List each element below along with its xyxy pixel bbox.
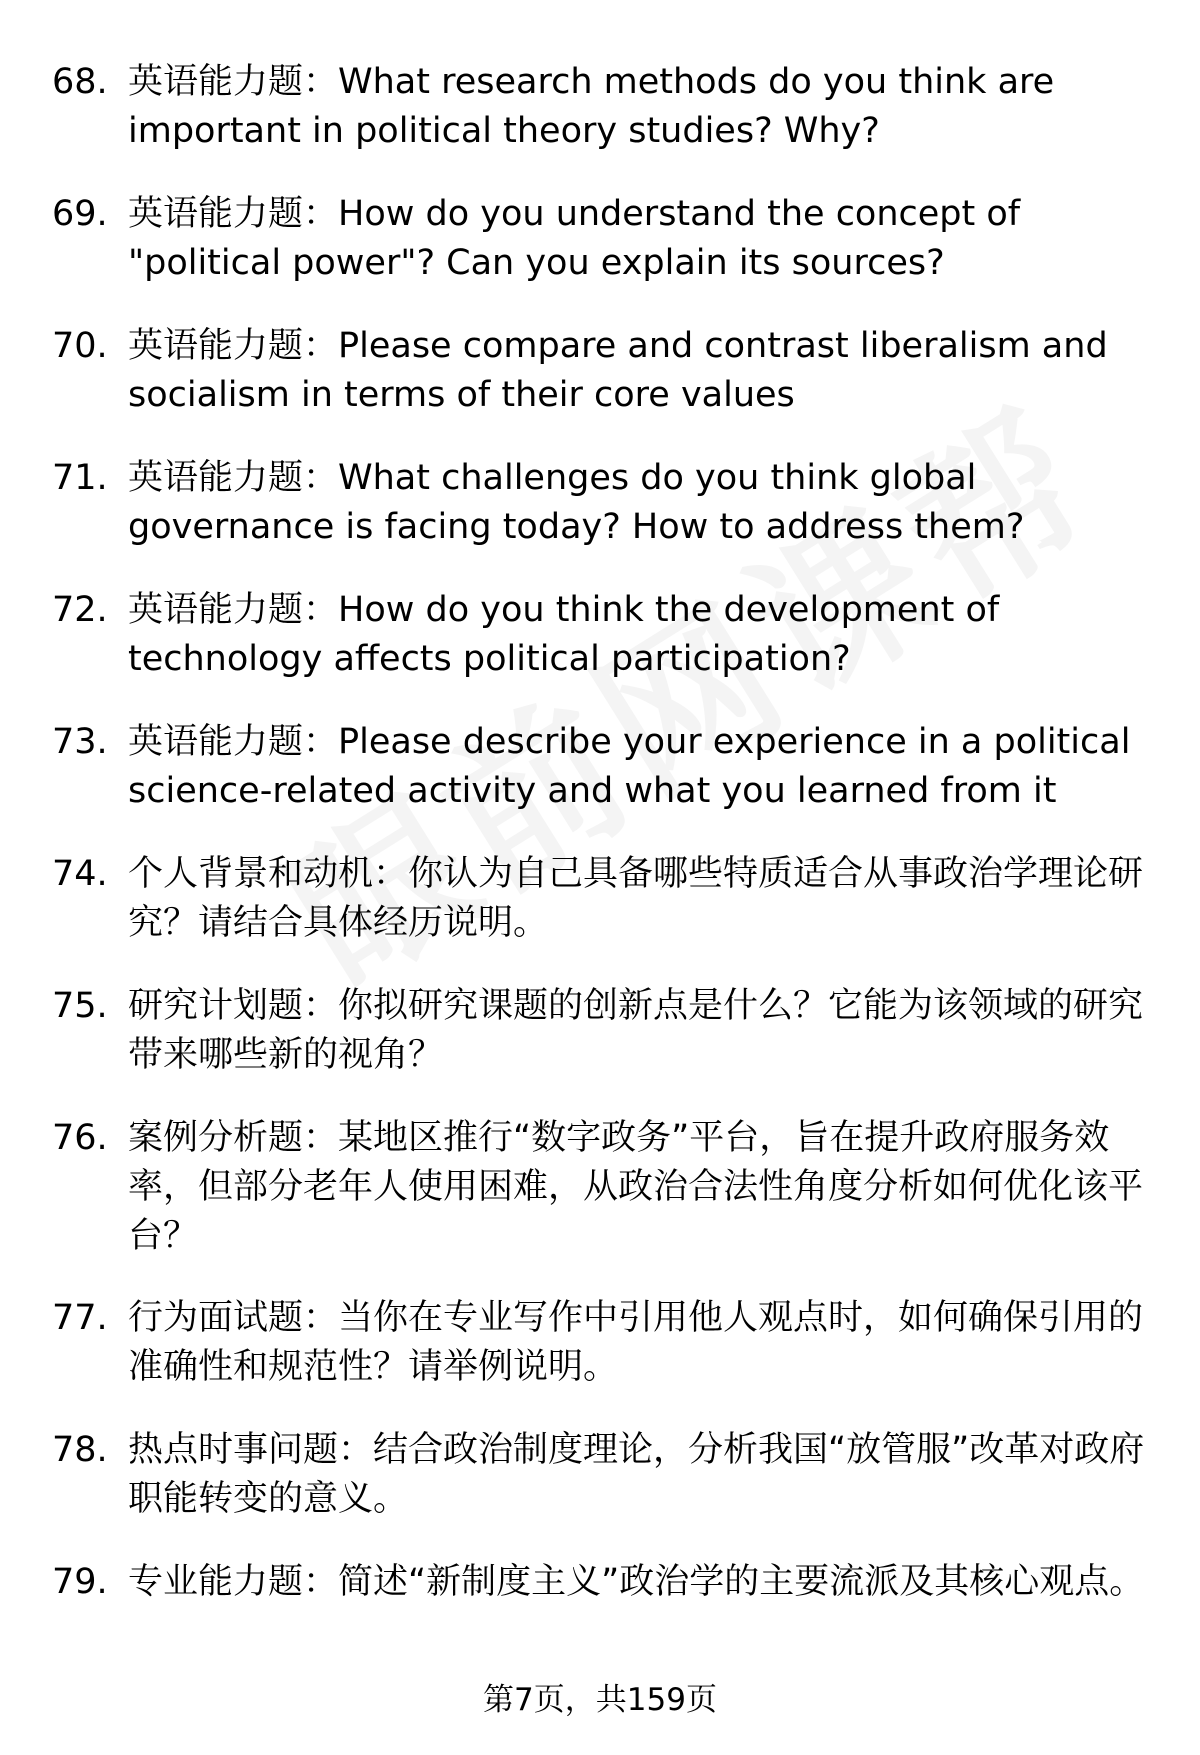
question-text bbox=[128, 718, 1148, 816]
question-number: 71. bbox=[52, 458, 108, 498]
question-category: 英语能力题： bbox=[128, 458, 339, 498]
question-category: 专业能力题： bbox=[128, 1562, 339, 1602]
question-number: 73. bbox=[52, 722, 108, 762]
question-body: 你认为自己具备哪些特质适合从事政治学理论研究？请结合具体经历说明。 bbox=[128, 854, 1144, 943]
question-category: 研究计划题： bbox=[128, 986, 339, 1026]
question-number: 70. bbox=[52, 326, 108, 366]
question-body: Please describe your experience in a political science-related activity and what you learned from it bbox=[128, 722, 1131, 811]
question-category: 英语能力题： bbox=[128, 194, 339, 234]
question-text bbox=[128, 1558, 1148, 1607]
question-number: 74. bbox=[52, 854, 108, 894]
question-text bbox=[128, 1426, 1148, 1524]
question-category: 英语能力题： bbox=[128, 326, 339, 366]
question-text bbox=[128, 982, 1148, 1080]
question-number: 75. bbox=[52, 986, 108, 1026]
page-footer: 第7页，共159页 bbox=[483, 1682, 717, 1718]
question-category: 英语能力题： bbox=[128, 62, 339, 102]
question-number: 78. bbox=[52, 1430, 108, 1470]
question-category: 行为面试题： bbox=[128, 1298, 339, 1338]
question-body: 你拟研究课题的创新点是什么？它能为该领域的研究带来哪些新的视角？ bbox=[128, 986, 1144, 1075]
question-body: Please compare and contrast liberalism and socialism in terms of their core values bbox=[128, 326, 1108, 415]
question-text bbox=[128, 1114, 1148, 1261]
question-body: What challenges do you think global governance is facing today? How to address them? bbox=[128, 458, 1025, 547]
question-body: 某地区推行“数字政务”平台，旨在提升政府服务效率，但部分老年人使用困难，从政治合法性角度分析如何优化该平台？ bbox=[128, 1118, 1144, 1256]
question-body: 结合政治制度理论，分析我国“放管服”改革对政府职能转变的意义。 bbox=[128, 1430, 1145, 1519]
question-category: 热点时事问题： bbox=[128, 1430, 374, 1470]
question-body: How do you understand the concept of "political power"? Can you explain its sources? bbox=[128, 194, 1021, 283]
question-number: 77. bbox=[52, 1298, 108, 1338]
question-category: 英语能力题： bbox=[128, 590, 339, 630]
question-number: 79. bbox=[52, 1562, 108, 1602]
question-text bbox=[128, 1294, 1148, 1392]
question-number: 69. bbox=[52, 194, 108, 234]
question-text bbox=[128, 58, 1148, 156]
question-number: 76. bbox=[52, 1118, 108, 1158]
question-text bbox=[128, 322, 1148, 420]
question-text bbox=[128, 586, 1148, 684]
question-text bbox=[128, 454, 1148, 552]
question-body: 简述“新制度主义”政治学的主要流派及其核心观点。 bbox=[338, 1562, 1145, 1602]
question-category: 个人背景和动机： bbox=[128, 854, 409, 894]
question-number: 68. bbox=[52, 62, 108, 102]
question-category: 案例分析题： bbox=[128, 1118, 339, 1158]
question-body: How do you think the development of technology affects political participation? bbox=[128, 590, 1000, 679]
question-number: 72. bbox=[52, 590, 108, 630]
question-text bbox=[128, 190, 1148, 288]
question-body: What research methods do you think are important in political theory studies? Why? bbox=[128, 62, 1055, 151]
question-body: 当你在专业写作中引用他人观点时，如何确保引用的准确性和规范性？请举例说明。 bbox=[128, 1298, 1144, 1387]
question-text bbox=[128, 850, 1148, 948]
question-category: 英语能力题： bbox=[128, 722, 339, 762]
